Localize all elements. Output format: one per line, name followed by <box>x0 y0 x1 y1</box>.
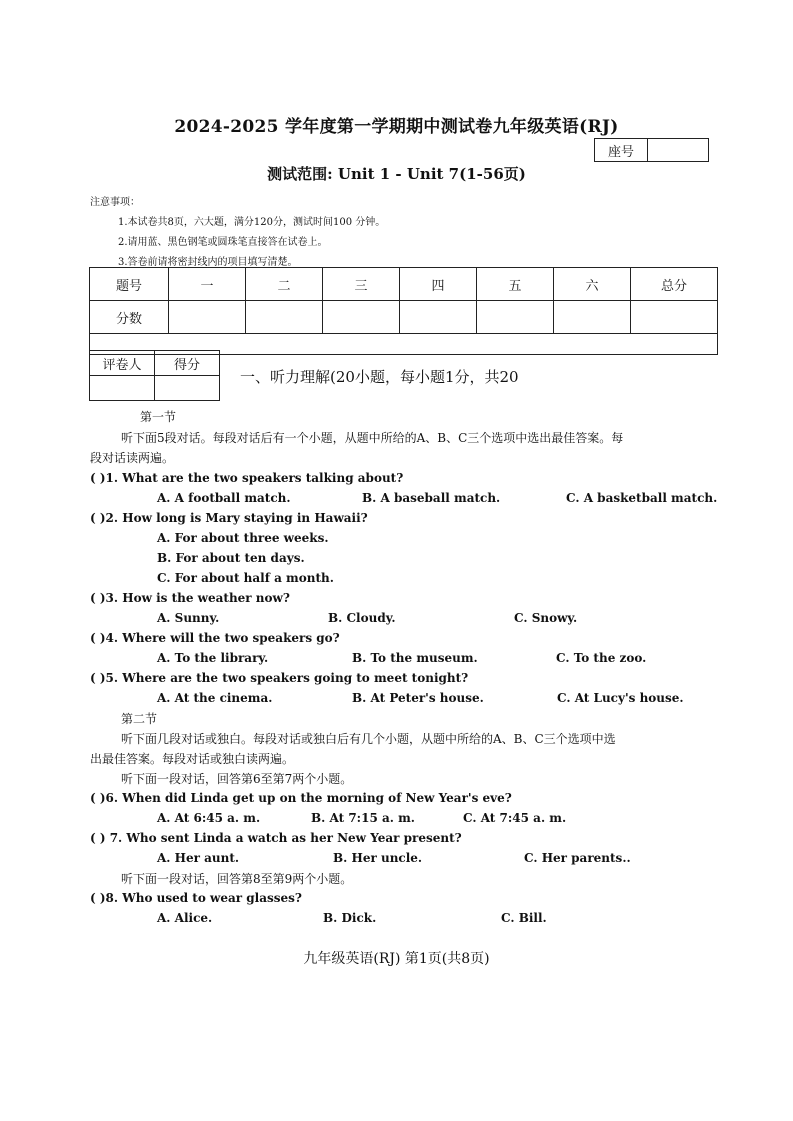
option-b[interactable]: B. At 7:15 a. m. <box>311 811 415 825</box>
part2-label: 第二节 <box>121 712 158 726</box>
reviewer-field[interactable] <box>90 376 155 401</box>
question-stem: ( )3. How is the weather now? <box>90 591 290 605</box>
option-c[interactable]: C. At Lucy's house. <box>557 691 684 705</box>
option-c[interactable]: C. At 7:45 a. m. <box>463 811 567 825</box>
score-table <box>89 267 718 355</box>
part1-instruction-cont: 段对话读两遍。 <box>90 451 175 465</box>
notice-block <box>90 193 385 273</box>
reviewer-label: 评卷人 <box>90 351 155 376</box>
score-cell[interactable] <box>169 301 246 334</box>
option-c[interactable]: C. Bill. <box>501 911 547 925</box>
option-a[interactable]: A. At the cinema. <box>157 691 273 705</box>
question-stem: ( )6. When did Linda get up on the morning of New Year's eve? <box>90 791 512 805</box>
question-stem: ( )1. What are the two speakers talking about? <box>90 471 404 485</box>
test-scope: 测试范围: Unit 1 - Unit 7(1-56页) <box>267 165 526 183</box>
question-stem: ( ) 7. Who sent Linda a watch as her New Year present? <box>90 831 462 845</box>
score-field[interactable] <box>155 376 220 401</box>
option-c[interactable]: C. A basketball match. <box>566 491 718 505</box>
part2-instruction-cont: 出最佳答案。每段对话或独白读两遍。 <box>90 752 295 766</box>
notice-item: 3.答卷前请将密封线内的项目填写清楚。 <box>118 257 298 268</box>
score-cell[interactable] <box>400 301 477 334</box>
seat-value-field[interactable] <box>648 139 709 162</box>
notice-item: 1.本试卷共8页，六大题，满分120分，测试时间100 分钟。 <box>118 217 386 228</box>
option-c[interactable]: C. For about half a month. <box>157 571 334 585</box>
option-b[interactable]: B. For about ten days. <box>157 551 305 565</box>
part1-instruction: 听下面5段对话。每段对话后有一个小题，从题中所给的A、B、C三个选项中选出最佳答案。每 <box>121 431 624 445</box>
part2-instruction: 听下面几段对话或独白。每段对话或独白后有几个小题，从题中所给的A、B、C三个选项中选 <box>121 732 616 746</box>
option-c[interactable]: C. Snowy. <box>514 611 578 625</box>
option-b[interactable]: B. Dick. <box>323 911 377 925</box>
score-cell[interactable] <box>323 301 400 334</box>
option-b[interactable]: B. Her uncle. <box>333 851 423 865</box>
option-b[interactable]: B. Cloudy. <box>328 611 396 625</box>
score-header-cell: 一 <box>169 268 246 301</box>
score-cell[interactable] <box>246 301 323 334</box>
option-b[interactable]: B. At Peter's house. <box>352 691 484 705</box>
seat-number-box <box>594 138 709 162</box>
score-header-cell: 四 <box>400 268 477 301</box>
score-label: 得分 <box>155 351 220 376</box>
page-footer: 九年级英语(RJ) 第1页(共8页) <box>303 951 490 967</box>
notice-item: 2.请用蓝、黑色钢笔或圆珠笔直接答在试卷上。 <box>118 237 328 248</box>
score-cell[interactable] <box>554 301 631 334</box>
score-header-cell: 二 <box>246 268 323 301</box>
question-stem: ( )4. Where will the two speakers go? <box>90 631 340 645</box>
option-a[interactable]: A. Alice. <box>157 911 213 925</box>
score-header-cell: 总分 <box>631 268 718 301</box>
score-header-cell: 五 <box>477 268 554 301</box>
option-a[interactable]: A. At 6:45 a. m. <box>157 811 261 825</box>
option-a[interactable]: A. For about three weeks. <box>157 531 329 545</box>
option-a[interactable]: A. Her aunt. <box>157 851 240 865</box>
seat-label: 座号 <box>595 139 648 162</box>
option-a[interactable]: A. To the library. <box>157 651 269 665</box>
option-b[interactable]: B. A baseball match. <box>362 491 501 505</box>
score-header-cell: 三 <box>323 268 400 301</box>
score-header-cell: 六 <box>554 268 631 301</box>
grader-box <box>89 350 220 401</box>
option-c[interactable]: C. Her parents.. <box>524 851 631 865</box>
section-heading: 一、听力理解(20小题，每小题1分，共20 <box>240 368 519 386</box>
part1-label: 第一节 <box>140 410 177 424</box>
option-b[interactable]: B. To the museum. <box>352 651 478 665</box>
question-stem: ( )2. How long is Mary staying in Hawaii? <box>90 511 368 525</box>
notice-heading: 注意事项： <box>90 197 140 208</box>
exam-title: 2024-2025 学年度第一学期期中测试卷九年级英语(RJ) <box>174 117 619 137</box>
option-c[interactable]: C. To the zoo. <box>556 651 647 665</box>
option-a[interactable]: A. A football match. <box>157 491 291 505</box>
option-a[interactable]: A. Sunny. <box>157 611 220 625</box>
question-stem: ( )5. Where are the two speakers going to meet tonight? <box>90 671 469 685</box>
score-row-label: 分数 <box>90 301 169 334</box>
sub-instruction: 听下面一段对话，回答第8至第9两个小题。 <box>121 872 353 886</box>
score-cell[interactable] <box>477 301 554 334</box>
question-stem: ( )8. Who used to wear glasses? <box>90 891 302 905</box>
score-header-cell: 题号 <box>90 268 169 301</box>
sub-instruction: 听下面一段对话，回答第6至第7两个小题。 <box>121 772 353 786</box>
score-cell[interactable] <box>631 301 718 334</box>
